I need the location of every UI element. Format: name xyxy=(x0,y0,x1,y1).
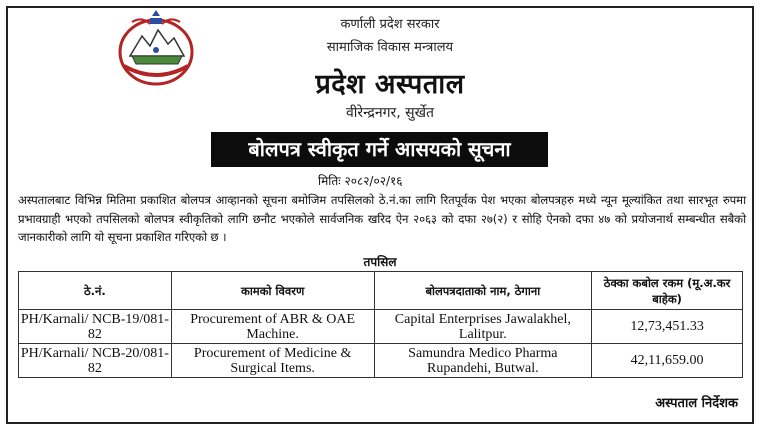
notice-body-paragraph: अस्पतालबाट विभिन्न मितिमा प्रकाशित बोलपत्र आव्हानको सूचना बमोजिम तपसिलको ठे.नं.का लागि रितपूर्वक पेश भएका बोलपत्रहरु मध्ये न्यून मूल्यांकित तथा सारभूत रुपमा प्रभावग्राही भएको तपसिलको बोलपत्र स्वीकृतिको लागि छनौट भएकोले सार्वजनिक खरिद ऐन २०६३ को दफा २७(२) र सोहि ऐनको दफा ४७ को प्रयोजनार्थ सम्बन्धीत सबैको जानकारीको लागि यो सूचना प्रकाशित गरिएको छ । xyxy=(18,193,746,244)
header-amount: ठेक्का कबोल रकम (मू.अ.कर बाहेक) xyxy=(592,272,743,310)
table-row xyxy=(19,344,743,378)
cell-amount: 12,73,451.33 xyxy=(592,310,743,344)
cell-work: Procurement of Medicine & Surgical Items. xyxy=(171,344,374,378)
table-row xyxy=(19,310,743,344)
cell-bidder: Samundra Medico Pharma Rupandehi, Butwal. xyxy=(374,344,592,378)
cell-contract-no: PH/Karnali/ NCB-19/081-82 xyxy=(19,310,172,344)
province-government-line: कर्णाली प्रदेश सरकार xyxy=(340,17,440,32)
notice-date: मितिः २०८२/०२/१६ xyxy=(318,174,403,188)
award-table xyxy=(18,271,743,378)
signature-line: अस्पताल निर्देशक xyxy=(655,396,738,411)
hospital-title: प्रदेश अस्पताल xyxy=(315,69,465,100)
cell-contract-no: PH/Karnali/ NCB-20/081-82 xyxy=(19,344,172,378)
header-bidder: बोलपत्रदाताको नाम, ठेगाना xyxy=(374,272,592,310)
cell-bidder: Capital Enterprises Jawalakhel, Lalitpur. xyxy=(374,310,592,344)
location-line: वीरेन्द्रनगर, सुर्खेत xyxy=(345,105,435,121)
notice-heading-banner: बोलपत्र स्वीकृत गर्ने आसयको सूचना xyxy=(211,132,548,167)
ministry-line: सामाजिक विकास मन्त्रालय xyxy=(326,40,454,55)
cell-amount: 42,11,659.00 xyxy=(592,344,743,378)
cell-work: Procurement of ABR & OAE Machine. xyxy=(171,310,374,344)
header-work-description: कामको विवरण xyxy=(171,272,374,310)
table-header-row xyxy=(19,272,743,310)
header-contract-no: ठे.नं. xyxy=(19,272,172,310)
table-title: तपसिल xyxy=(363,255,397,269)
